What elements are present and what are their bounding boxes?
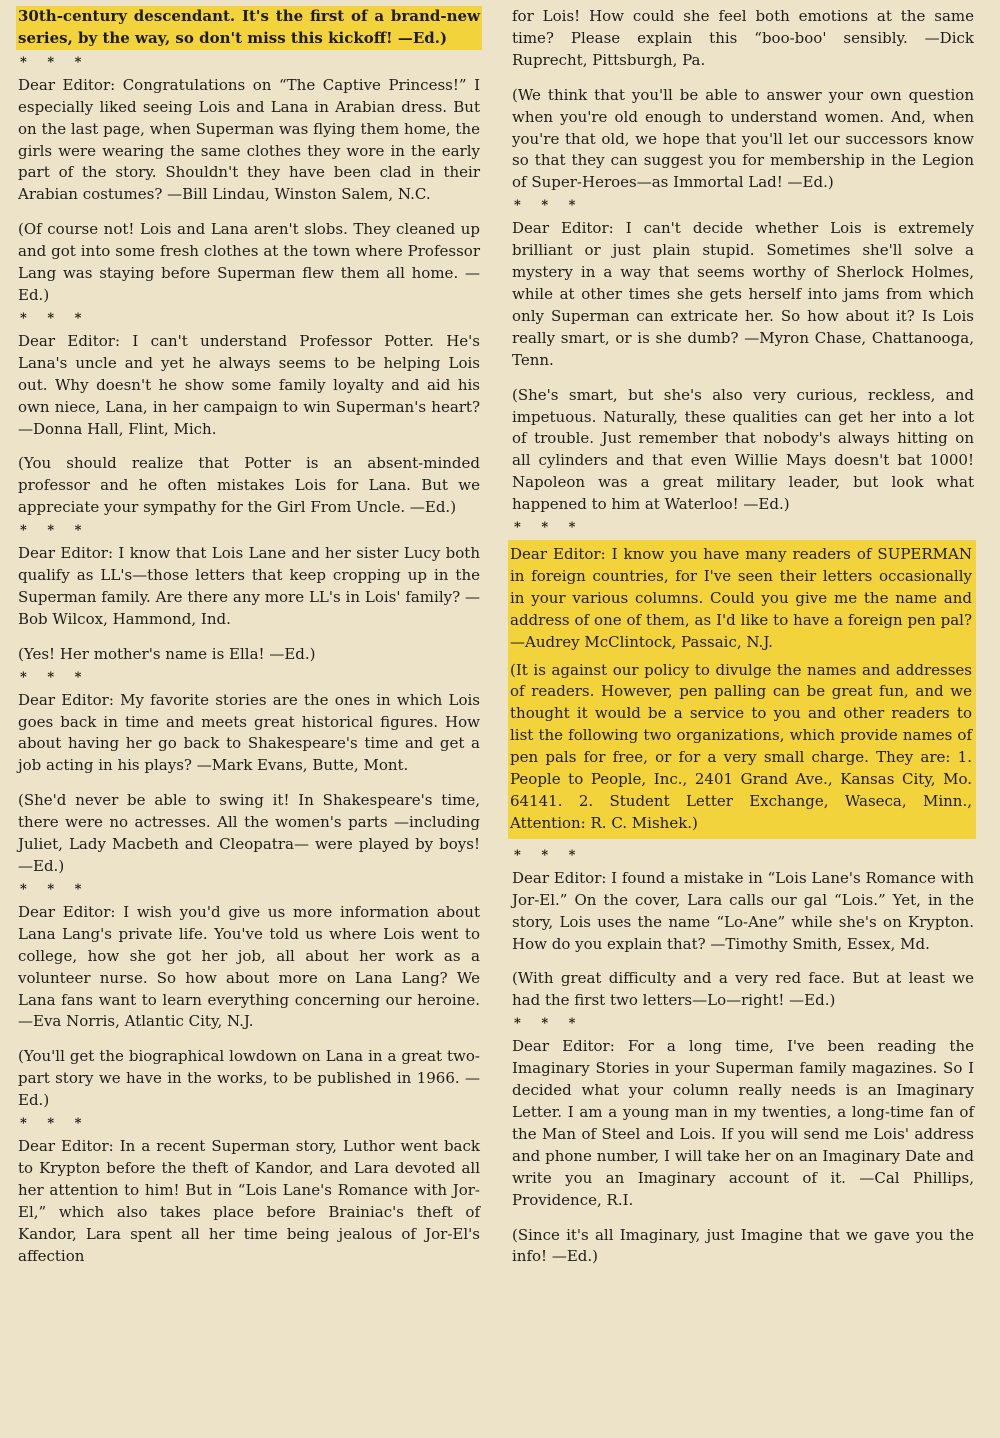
- editor-reply: (With great difficulty and a very red face. But at least we had the first two letters—Lo—right! —Ed.): [512, 969, 974, 1010]
- editor-reply: (You'll get the biographical lowdown on Lana in a great two-part story we have in the works, to be published in 1966. —Ed.): [18, 1047, 480, 1110]
- separator: * * *: [20, 669, 90, 685]
- editor-reply: (You should realize that Potter is an absent-minded professor and he often mistakes Lois for Lana. But we appreciate your sympathy for the Girl From Uncle. —Ed.): [18, 454, 480, 517]
- separator: * * *: [20, 523, 90, 539]
- separator: * * *: [20, 1116, 90, 1132]
- editor-reply: (We think that you'll be able to answer your own question when you're old enough to understand women. And, when you're that old, we hope that you'll let our successors know so that they can suggest you for membership in the Legion of Super-Heroes—as Immortal Lad! —Ed.): [512, 85, 974, 192]
- editor-reply: (It is against our policy to divulge the names and addresses of readers. However, pen palling can be great fun, and we thought it would be a service to you and other readers to list the following two organizations, which provide names of pen pals for free, or for a very small charge. They are: 1. People to People, Inc., 2401 Grand Ave., Kansas City, Mo. 64141. 2. Student Letter Exchange, Waseca, Minn., Attention: R. C. Mishek.): [510, 660, 972, 832]
- editor-reply: (She's smart, but she's also very curious, reckless, and impetuous. Naturally, these qualities can get her into a lot of trouble. Just remember that nobody's always hitting on all cylinders and that even Willie Mays doesn't bat 1000! Napoleon was a great military leader, but look what happened to him at Waterloo! —Ed.): [512, 385, 974, 514]
- highlighted-letter-block: [508, 540, 976, 839]
- letter: Dear Editor: For a long time, I've been reading the Imaginary Stories in your Superman family magazines. So I decided what your column really needs is an Imaginary Letter. I am a young man in my twenties, a long-time fan of the Man of Steel and Lois. If you will send me Lois' address and phone number, I will take her on an Imaginary Date and write you an Imaginary account of it. —Cal Phillips, Providence, R.I.: [512, 1037, 974, 1209]
- letter: Dear Editor: I can't understand Professor Potter. He's Lana's uncle and yet he always seems to be helping Lois out. Why doesn't he show some family loyalty and aid his own niece, Lana, in her campaign to win Superman's heart? —Donna Hall, Flint, Mich.: [18, 331, 480, 438]
- intro-editor-note: 30th-century descendant. It's the first of a brand-new series, by the way, so don't miss this kickoff! —Ed.): [16, 6, 482, 50]
- editor-reply: (She'd never be able to swing it! In Shakespeare's time, there were no actresses. All the women's parts —including Juliet, Lady Macbeth and Cleopatra— were played by boys! —Ed.): [18, 791, 480, 875]
- letter: Dear Editor: In a recent Superman story, Luthor went back to Krypton before the theft of Kandor, and Lara devoted all her attention to him! But in “Lois Lane's Romance with Jor-El,” which also takes place before Brainiac's theft of Kandor, Lara spent all her time being jealous of Jor-El's affection: [18, 1137, 480, 1265]
- letter: Dear Editor: I found a mistake in “Lois Lane's Romance with Jor-El.” On the cover, Lara calls our gal “Lois.” Yet, in the story, Lois uses the name “Lo-Ane” while she's on Krypton. How do you explain that? —Timothy Smith, Essex, Md.: [512, 868, 974, 953]
- right-column: [512, 6, 974, 1281]
- editor-reply: (Since it's all Imaginary, just Imagine that we gave you the info! —Ed.): [512, 1225, 974, 1266]
- separator: * * *: [514, 847, 584, 863]
- separator: * * *: [514, 1016, 584, 1032]
- letter: Dear Editor: I can't decide whether Lois is extremely brilliant or just plain stupid. Sometimes she'll solve a mystery in a way that seems worthy of Sherlock Holmes, while at other times she gets herself into jams from which only Superman can extricate her. So how about it? Is Lois really smart, or is she dumb? —Myron Chase, Chattanooga, Tenn.: [512, 219, 974, 369]
- separator: * * *: [20, 310, 90, 326]
- letter: Dear Editor: Congratulations on “The Captive Princess!” I especially liked seeing Lois and Lana in Arabian dress. But on the last page, when Superman was flying them home, the girls were wearing the same clothes they wore in the early part of the story. Shouldn't they have been clad in their Arabian costumes? —Bill Lindau, Winston Salem, N.C.: [18, 75, 480, 204]
- editor-reply: (Yes! Her mother's name is Ella! —Ed.): [18, 644, 316, 663]
- left-column: [18, 6, 480, 1281]
- editor-reply: (Of course not! Lois and Lana aren't slobs. They cleaned up and got into some fresh clothes at the town where Professor Lang was staying before Superman flew them all home. —Ed.): [18, 220, 480, 304]
- separator: * * *: [514, 520, 584, 536]
- letter: Dear Editor: I know that Lois Lane and her sister Lucy both qualify as LL's—those letters that keep cropping up in the Superman family. Are there any more LL's in Lois' family? —Bob Wilcox, Hammond, Ind.: [18, 544, 480, 628]
- separator: * * *: [20, 881, 90, 897]
- letter: Dear Editor: I wish you'd give us more information about Lana Lang's private life. You've told us where Lois went to college, how she got her job, all about her work as a volunteer nurse. So how about more on Lana Lang? We Lana fans want to learn everything concerning our heroine. —Eva Norris, Atlantic City, N.J.: [18, 902, 480, 1031]
- separator: * * *: [514, 198, 584, 214]
- letter: Dear Editor: My favorite stories are the ones in which Lois goes back in time and meets great historical figures. How about having her go back to Shakespeare's time and get a job acting in his plays? —Mark Evans, Butte, Mont.: [18, 690, 480, 775]
- letter: Dear Editor: I know you have many readers of SUPERMAN in foreign countries, for I've seen their letters occasionally in your various columns. Could you give me the name and address of one of them, as I'd like to have a foreign pen pal? —Audrey McClintock, Passaic, N.J.: [510, 545, 972, 651]
- separator: * * *: [20, 54, 90, 70]
- letter-continued: for Lois! How could she feel both emotions at the same time? Please explain this “boo-boo' sensibly. —Dick Ruprecht, Pittsburgh, Pa.: [512, 7, 974, 69]
